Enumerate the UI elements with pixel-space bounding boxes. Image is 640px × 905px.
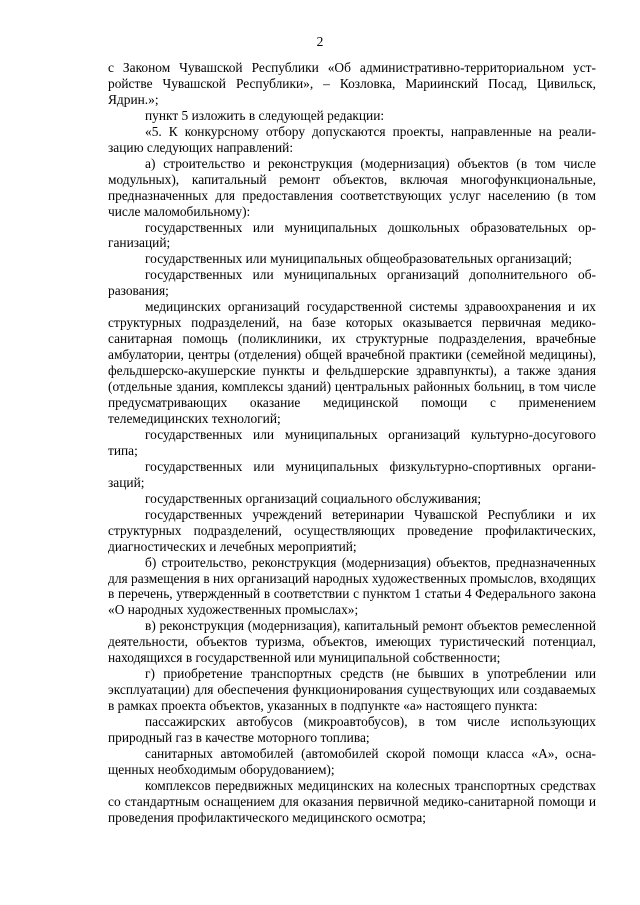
paragraph: санитарных автомобилей (автомобилей скорой помощи класса «А», оснащенных необходимым оборудованием);	[108, 745, 596, 777]
paragraph: государственных или муниципальных организаций культурно-досугового типа;	[108, 426, 596, 458]
paragraph: медицинских организаций государственной системы здравоохранения и их структурных подразделений, на базе которых оказывается первичная медико-санитарная помощь (поликлиники, их структурные подразделения, врачебные амбулатории, центры (отделения) общей врачебной практики (семейной медицины), фельдшерско-акушерские пункты и фельдшерские здравпункты), а также здания (отдельные здания, комплексы зданий) центральных районных больниц, в том числе предусматривающих оказание медицинской помощи с применением телемедицинских технологий;	[108, 299, 596, 426]
paragraph: б) строительство, реконструкция (модернизация) объектов, предназначенных для размещения в них организаций народных художественных промыслов, входящих в перечень, утвержденный в соответствии с пунктом 1 статьи 4 Федерального закона «О народных художественных промыслах»;	[108, 554, 596, 618]
paragraph: с Законом Чувашской Республики «Об административно-территориальном устройстве Чувашской Республики», – Козловка, Мариинский Посад, Цивильск, Ядрин.»;	[108, 60, 596, 107]
paragraph: пункт 5 изложить в следующей редакции:	[145, 107, 385, 123]
paragraph: в) реконструкция (модернизация), капитальный ремонт объектов ремесленной деятельности, объектов туризма, объектов, имеющих туристический потенциал, находящихся в государственной или муниципальной собственности;	[108, 618, 596, 666]
document-body	[108, 60, 596, 826]
paragraph: государственных учреждений ветеринарии Чувашской Республики и их структурных подразделений, осуществляющих проведение профилактических, диагностических и лечебных мероприятий;	[108, 506, 596, 554]
page-number: 2	[316, 34, 324, 49]
paragraph: государственных или муниципальных организаций дополнительного образования;	[108, 267, 596, 299]
paragraph: а) строительство и реконструкция (модернизация) объектов (в том числе модульных), капитальный ремонт объектов, включая многофункциональные, предназначенных для предоставления соответствующих услуг населению (в том числе маломобильному):	[108, 155, 596, 219]
paragraph: государственных или муниципальных общеобразовательных организаций;	[145, 251, 572, 267]
paragraph: пассажирских автобусов (микроавтобусов), в том числе использующих природный газ в качестве моторного топлива;	[108, 714, 596, 746]
paragraph: комплексов передвижных медицинских на колесных транспортных средствах со стандартным оснащением для оказания первичной медико-санитарной помощи и проведения профилактического медицинского осмотра;	[108, 777, 596, 825]
paragraph: государственных или муниципальных физкультурно-спортивных организаций;	[108, 458, 596, 490]
paragraph: государственных или муниципальных дошкольных образовательных организаций;	[108, 219, 596, 251]
paragraph: «5. К конкурсному отбору допускаются проекты, направленные на реализацию следующих направлений:	[108, 123, 596, 155]
paragraph: г) приобретение транспортных средств (не бывших в употреблении или эксплуатации) для обеспечения функционирования существующих или создаваемых в рамках проекта объектов, указанных в подпункте «а» настоящего пункта:	[108, 666, 596, 714]
paragraph: государственных организаций социального обслуживания;	[145, 490, 482, 506]
